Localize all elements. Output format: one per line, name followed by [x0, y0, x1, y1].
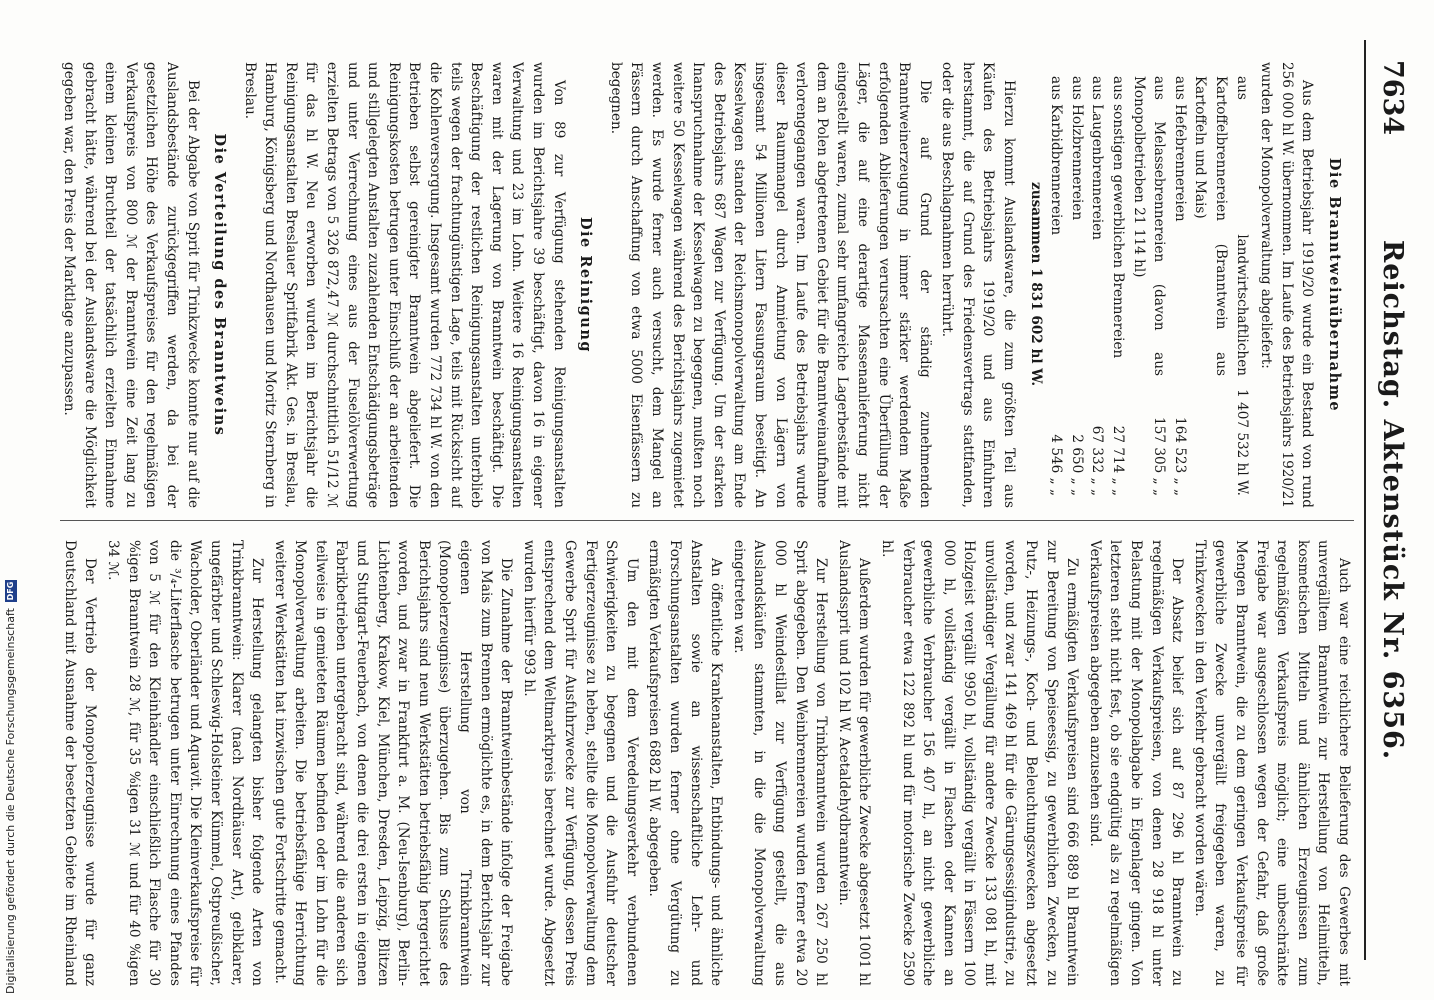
- paragraph: Um den mit dem Veredelungsverkehr verbundenen Schwierigkeiten zu begegnen und die Ausfuhr deutscher Fertigerzeugnisse zu heben, stellte die Monopolverwaltung dem Gewerbe Sprit für Ausfuhrzwecke zur Verfügung, dessen Preis entsprechend dem Weltmarktpreis berechnet wurde. Abgesetzt wurden hierfür 993 hl.: [520, 540, 640, 986]
- paragraph: Zu ermäßigten Verkaufspreisen sind 666 889 hl Branntwein zur Bereitung von Speiseessig, zu gewerblichen Zwecken, zu Putz-, Heizungs-, Koch- und Beleuchtungszwecken abgesetzt worden, und zwar 141 469 hl für die Gärungsessigindustrie, zu unvollständiger Vergällung für andere Zwecke 133 081 hl, mit Holzgeist vergällt 9950 hl, vollständig vergällt in Fässern 100 000 hl, vollständig vergällt in Flaschen oder Kannen an gewerbliche Verbraucher 156 407 hl, an nicht gewerbliche Verbraucher etwa 122 892 hl und für motorische Zwecke 2590 hl.: [878, 540, 1081, 986]
- section-heading-uebernahme: Die Branntweinübernahme: [1326, 157, 1343, 413]
- row-value: 1 407 532 hl W.: [1233, 389, 1250, 496]
- row-value: 164 523 „ „: [1171, 417, 1188, 496]
- right-column: [60, 540, 1354, 986]
- paragraph: Aus dem Betriebsjahr 1919/20 wurde ein Bestand von rund 256 000 hl W. übernommen. Im Laufe des Betriebsjahrs 1920/21 wurden der Monopolverwaltung abgeliefert:: [1258, 62, 1316, 508]
- table-row: [1087, 62, 1108, 508]
- table-row: [1066, 62, 1087, 508]
- paragraph: An öffentliche Krankenanstalten, Entbindungs- und ähnliche Anstalten sowie an wissenschaftliche Lehr- und Forschungsanstalten wurden ferner ohne Vergütung zu ermäßigten Verkaufspreisen 6882 hl W. abgegeben.: [646, 540, 725, 986]
- paragraph: Von 89 zur Verfügung stehenden Reinigungsanstalten wurden im Berichtsjahre 39 beschäftigt, davon 16 in eigener Verwaltung und 23 im Lohn. Weitere 16 Reinigungsanstalten waren mit der Lagerung von Branntwein beschäftigt. Die Beschäftigung der restlichen Reinigungsanstalten unterblieb teils wegen der frachtungünstigen Lage, teils mit Rücksicht auf die Kohlenversorgung. Insgesamt wurden 772 734 hl W. von den Betrieben selbst gereinigter Branntwein abgeliefert. Die Reinigungskosten betrugen unter Einschluß der an arbeitenden und stillgelegten Anstalten zuzahlenden Entschädigungsbeträge und unter Verrechnung eines aus der Fuselölverwertung erzielten Betrags von 5 326 872,47 ℳ durchschnittlich 51/12 ℳ für das hl W. Neu erworben wurden im Berichtsjahr die Reinigungsanstalten Breslauer Spritfabrik Akt. Ges. in Breslau, Hamburg, Königsberg und Nordhausen und Moritz Sternberg in Breslau.: [241, 62, 567, 508]
- row-value: 4 546 „ „: [1048, 434, 1065, 496]
- column-divider: [60, 520, 1354, 521]
- row-label: aus landwirtschaftlichen Kartoffelbrennereien (Branntwein aus Kartoffeln und Mais): [1192, 76, 1250, 376]
- table-row: [1190, 62, 1252, 508]
- page-number: 7634: [1377, 60, 1408, 136]
- row-label: aus Melassebrennereien (davon aus Monopolbetrieben 21 114 hl): [1130, 76, 1168, 376]
- row-label: aus sonstigen gewerblichen Brennereien: [1110, 76, 1127, 359]
- row-value: 2 650 „ „: [1068, 434, 1085, 496]
- paragraph: Der Absatz belief sich auf 87 296 hl Branntwein zu regelmäßigen Verkaufspreisen, von denen 28 918 hl unter Belastung mit der Monopolabgabe in Eigenlager gingen. Von letzteren steht nicht fest, ob sie endgültig als zu regelmäßigen Verkaufspreisen abgegeben anzusehen sind.: [1086, 540, 1186, 986]
- credit-text: Digitalisierung gefördert durch die Deutsche Forschungsgemeinschaft: [4, 608, 17, 994]
- row-value: 27 714 „ „: [1110, 425, 1127, 496]
- digitization-credit: [4, 580, 17, 994]
- table-total: zusammen 1 831 602 hl W.: [1027, 182, 1044, 387]
- paragraph: Die Zunahme der Branntweinbestände infolge der Freigabe von Mais zum Brennen ermöglichte es, in dem Berichtsjahr zur eigenen Herstellung von Trinkbranntwein (Monopolerzeugnisse) überzugehen. Bis zum Schlusse des Berichtsjahrs sind neun Werkstätten betriebsfähig hergerichtet worden, und zwar in Frankfurt a. M. (Neu-Isenburg), Berlin-Lichtenberg, Krakow, Kiel, München, Dresden, Leipzig, Blitzen und Stuttgart-Feuerbach, von denen die drei ersten in eigenen Fabrikbetrieben untergebracht sind, während die anderen sich teilweise in gemieteten Räumen befinden oder im Lohn für die Monopolverwaltung arbeiten. Die betriebsfähige Herrichtung weiterer Werkstätten hat inzwischen gute Fortschritte gemacht.: [271, 540, 515, 986]
- paragraph: Auch war eine reichlichere Belieferung des Gewerbes mit unvergälltem Branntwein zur Herstellung von Heilmitteln, kosmetischen Mitteln und ähnlichen Erzeugnissen zum regelmäßigen Verkaufspreis möglich; eine unbeschränkte Freigabe war ausgeschlossen wegen der Gefahr, daß große Mengen Branntwein, die zu dem geringen Verkaufspreise für gewerbliche Zwecke unvergällt freigegeben waren, zu Trinkzwecken in den Verkehr gebracht worden wären.: [1191, 540, 1352, 986]
- delivery-table: [1025, 62, 1252, 508]
- row-label: aus Karbidbrennereien: [1048, 76, 1065, 236]
- paragraph: Der Vertrieb der Monopolerzeugnisse wurde für ganz Deutschland mit Ausnahme der besetzten Gebiete im Rheinland: [61, 540, 99, 986]
- paragraph: Hierzu kommt Auslandsware, die zum größten Teil aus Käufen des Betriebsjahrs 1919/20 und aus Einfuhren herstammt, die auf Grund des Friedensvertrags stattfanden, oder die aus Beschlagnahmen herrührt.: [939, 62, 1018, 508]
- paragraph: Die auf Grund der ständig zunehmenden Branntweinerzeugung in immer stärker werdendem Maße erfolgenden Ablieferungen verursachten eine Überfüllung der Läger, die auf eine derartige Massenanlieferung nicht eingestellt waren, zumal sehr umfangreiche Lagerbestände mit dem an Polen abgetretenen Gebiet für die Branntweinaufnahme verlorengegangen waren. Im Laufe des Betriebsjahrs wurde dieser Raummangel durch Anmietung von Lägern von insgesamt 54 Millionen Litern Fassungsraum beseitigt. An Kesselwagen standen der Reichsmonopolverwaltung am Ende des Betriebsjahrs 687 Wagen zur Verfügung. Um der starken Inanspruchnahme der Kesselwagen zu begegnen, mußten noch weitere 50 Kesselwagen während des Berichtsjahrs zugemietet werden. Es wurde ferner auch versucht, dem Mangel an Fässern durch Anschaffung von etwa 5000 Eisenfässern zu begegnen.: [607, 62, 933, 508]
- paragraph: Bei der Abgabe von Sprit für Trinkzwecke konnte nur auf die Auslandsbestände zurückgegriffen werden, da bei der gesetzlichen Höhe des Verkaufspreises für den regelmäßigen Verkaufspreis von 800 ℳ der Branntwein eine Zeit lang zu einem kleinen Bruchteil der tatsächlich erzielten Einnahme gebracht hätte, während bei der Auslandsware die Möglichkeit gegeben war, den Preis der Marktlage anzupassen.: [60, 62, 201, 508]
- row-label: aus Holzbrennereien: [1068, 76, 1085, 221]
- row-value: 67 332 „ „: [1089, 425, 1106, 496]
- page-title: Reichstag. Aktenstück Nr. 6356.: [1377, 239, 1408, 761]
- row-label: aus Hefebrennereien: [1171, 76, 1188, 222]
- section-heading-verteilung: Die Verteilung des Branntweins: [211, 133, 229, 437]
- table-row: [1107, 62, 1128, 508]
- left-column: [60, 62, 1354, 508]
- paragraph: Zur Herstellung gelangten bisher folgende Arten von Trinkbranntwein: Klarer (nach Nordhäuser Art), gelbklarer, ungefärbter und Schleswig-Holsteiner Kümmel, Ostpreußischer, Wacholder, Oberländer und Aquavit. Die Kleinverkaufspreise für die ³/₄-Literflasche betrugen unter Einrechnung eines Pfandes von 5 ℳ für den Kleinhändler einschließlich Flasche für 30 %igen Branntwein 28 ℳ, für 35 %igen 31 ℳ und für 40 %igen 34 ℳ.: [104, 540, 266, 986]
- row-label: aus Laugenbrennereien: [1089, 76, 1106, 241]
- paragraph: Zur Herstellung von Trinkbranntwein wurden 267 250 hl Sprit abgegeben. Den Weinbrennereien wurden ferner etwa 20 000 hl Weindestillat zur Verfügung gestellt, die aus Auslandskäufen stammten, in die die Monopolverwaltung eingetreten war.: [730, 540, 830, 986]
- page-header: [1364, 40, 1414, 960]
- table-row: [1128, 62, 1169, 508]
- section-heading-reinigung: Die Reinigung: [577, 216, 595, 354]
- dfg-logo: DFG: [6, 581, 15, 601]
- paragraph: Außerdem wurden für gewerbliche Zwecke abgesetzt 1001 hl Auslandssprit und 102 hl W. Acetaldehydbranntwein.: [835, 540, 873, 986]
- row-value: 157 305 „ „: [1151, 417, 1168, 496]
- table-row: [1169, 62, 1190, 508]
- table-row: [1046, 62, 1067, 508]
